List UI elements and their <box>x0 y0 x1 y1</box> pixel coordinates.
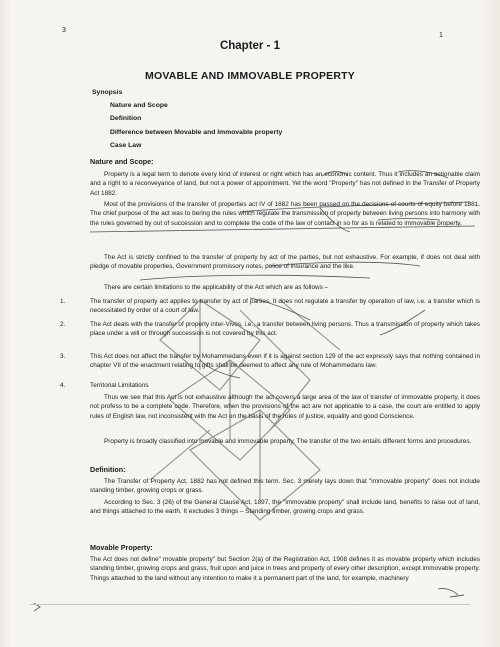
movable-property-heading: Movable Property: <box>90 543 153 552</box>
nature-scope-paragraph-1: Property is a legal term to denote every kind of interest or right which has an economic content. Thus it includes an actionable claim and a right to a reconveyance of land, but not a power of appointment. Yet the word "Property" has not defined in the Transfer of Property Act 1882. <box>90 171 480 197</box>
nature-scope-heading: Nature and Scope: <box>90 157 154 166</box>
list-text: Territorial Limitations <box>90 382 149 389</box>
page-bottom-edge <box>30 604 470 605</box>
list-text: This Act does not affect the transfer by Mohammedans even if it is against section 129 of the act expressly says that nothing contained in chapter VII of the enactment relating to gifts shall be deemed to affect any rule of Mohammedans law. <box>90 353 480 370</box>
list-text: The Act deals with the transfer of property inter-Vivos, i.e., a transfer between living persons. Thus a transmission of property which takes place under a will or through succession is not covered by this act. <box>90 321 480 338</box>
limitation-item-1 <box>60 297 480 316</box>
exhaustive-paragraph: Thus we see that this Act is not exhaustive although the act covers a large area of the law of transfer of immovable property, it does not profess to be a complete code. Therefore, when the provisions of the act are not applicable to a case, the court are entitled to apply rules of English law, not inconsistent with the Act on the basis of the rules of justice, equality and good Conscience. <box>90 394 480 420</box>
definition-heading: Definition: <box>90 465 126 474</box>
limitation-item-4 <box>60 381 480 390</box>
classification-paragraph: Property is broadly classified into movable and immovable property. The transfer of the two entails different forms and procedures. <box>104 438 472 445</box>
synopsis <box>92 86 282 152</box>
definition-paragraph-2: According to Sec. 3 (26) of the General Clause Act, 1897, the "immovable property" shall include land, benefits to raise out of land, and things attached to the earth. It excludes 3 things – Standing timber, growing crops and grass. <box>90 499 480 516</box>
page-number-left: 3 <box>62 27 66 34</box>
list-number: 2. <box>60 321 66 328</box>
list-number: 3. <box>60 353 66 360</box>
movable-property-paragraph: The Act does not define" movable property" but Section 2(a) of the Registration Act, 1908 defines it as movable property which includes standing timber, growing crops and grass, fruit upon and juice in trees and property of every other description, except immovable property. Things attached to the land without any intention to make it a permanent part of the land, for example, machinery <box>90 556 480 582</box>
pen-marks-bottom <box>20 585 480 625</box>
list-number: 1. <box>60 298 66 305</box>
synopsis-heading: Synopsis <box>92 89 123 96</box>
nature-scope-paragraph-4: There are certain limitations to the applicability of the Act which are as follows – <box>104 284 329 291</box>
limitation-item-2 <box>60 320 480 339</box>
limitation-item-3 <box>60 352 480 371</box>
definition-paragraph-1: The Transfer of Property Act, 1882 has not defined this term. Sec. 3 merely lays down that "immovable property" does not include standing timber, growing crops or grass. <box>90 478 480 495</box>
list-text: The transfer of property act applies to transfer by act of parties. It does not regulate a transfer by operation of law, i.e. a transfer which is necessitated by order of a court of law. <box>90 298 480 315</box>
page-title: MOVABLE AND IMMOVABLE PROPERTY <box>145 70 355 82</box>
synopsis-item: Definition <box>110 115 142 123</box>
list-number: 4. <box>60 382 66 389</box>
nature-scope-paragraph-3: The Act is strictly confined to the transfer of property by act of the parties, but not exhaustive. For example, if does not deal with pledge of movable properties, Government promissory notes, police of insurance and the like. <box>90 254 480 271</box>
synopsis-item: Difference between Movable and Immovable property <box>110 128 283 136</box>
page-number-right: 1 <box>439 32 443 39</box>
synopsis-item: Nature and Scope <box>110 102 168 110</box>
synopsis-item: Case Law <box>110 141 142 149</box>
nature-scope-paragraph-2: Most of the provisions of the transfer of properties act IV of 1882 has been passed on the decisions of courts of equity before 1881. The chief purpose of the act was to bering the rules which regulate the transmission of property between living persons into harmony with the rules governed by out of succession and to complete the code of the law of contact in so for as is related to immovable property. <box>90 201 480 227</box>
chapter-heading: Chapter - 1 <box>219 40 281 52</box>
